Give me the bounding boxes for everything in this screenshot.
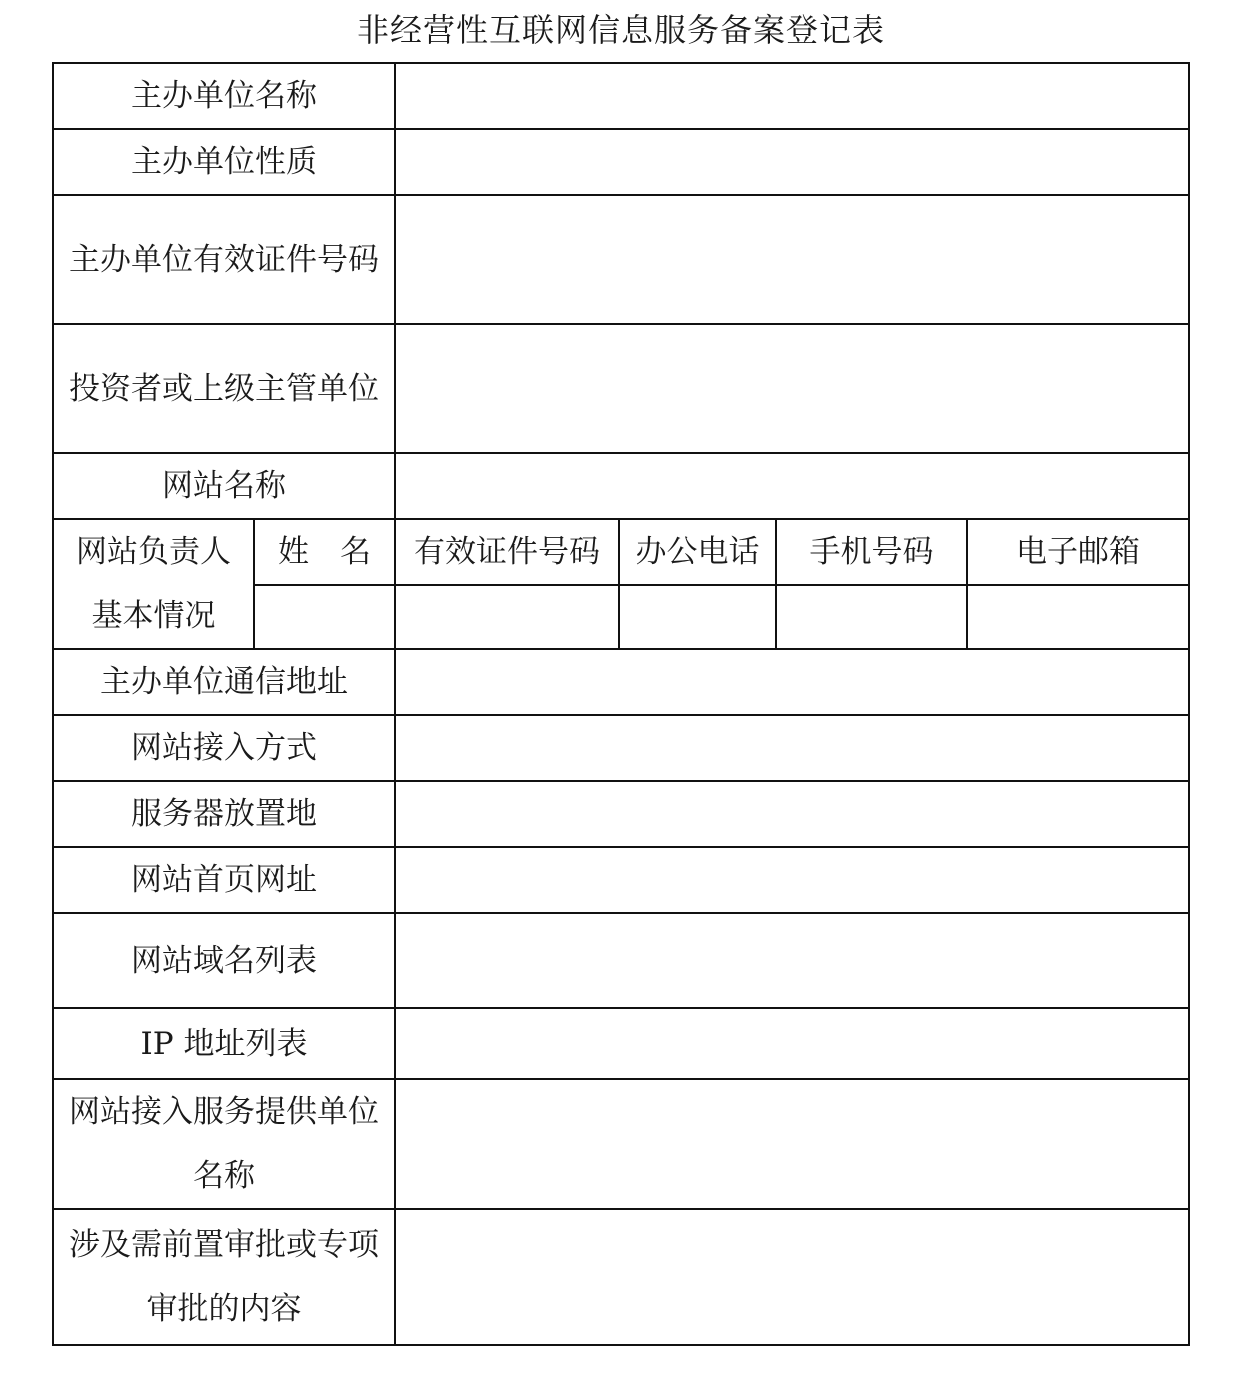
- ip-list-label: IP 地址列表: [53, 1008, 395, 1079]
- responsible-mobile-field[interactable]: [776, 585, 967, 649]
- header-id-number: 有效证件号码: [395, 519, 619, 585]
- row-domain-list: [53, 913, 1189, 1008]
- access-method-label: 网站接入方式: [53, 715, 395, 781]
- row-site-name: [53, 453, 1189, 519]
- row-access-method: [53, 715, 1189, 781]
- server-location-label: 服务器放置地: [53, 781, 395, 847]
- ip-list-field[interactable]: [395, 1008, 1189, 1079]
- header-name: 姓 名: [254, 519, 395, 585]
- homepage-url-field[interactable]: [395, 847, 1189, 913]
- pre-approval-field[interactable]: [395, 1209, 1189, 1345]
- header-office-phone: 办公电话: [619, 519, 776, 585]
- registration-form-table: [52, 62, 1190, 1346]
- sponsor-nature-field[interactable]: [395, 129, 1189, 195]
- sponsor-id-number-field[interactable]: [395, 195, 1189, 324]
- site-name-field[interactable]: [395, 453, 1189, 519]
- homepage-url-label: 网站首页网址: [53, 847, 395, 913]
- row-responsible-header: [53, 519, 1189, 585]
- responsible-id-number-field[interactable]: [395, 585, 619, 649]
- pre-approval-label: 涉及需前置审批或专项审批的内容: [53, 1209, 395, 1345]
- responsible-office-phone-field[interactable]: [619, 585, 776, 649]
- contact-address-field[interactable]: [395, 649, 1189, 715]
- access-method-field[interactable]: [395, 715, 1189, 781]
- row-sponsor-id-number: [53, 195, 1189, 324]
- domain-list-field[interactable]: [395, 913, 1189, 1008]
- header-mobile: 手机号码: [776, 519, 967, 585]
- sponsor-name-label: 主办单位名称: [53, 63, 395, 129]
- contact-address-label: 主办单位通信地址: [53, 649, 395, 715]
- investor-field[interactable]: [395, 324, 1189, 453]
- investor-label: 投资者或上级主管单位: [53, 324, 395, 453]
- server-location-field[interactable]: [395, 781, 1189, 847]
- access-provider-field[interactable]: [395, 1079, 1189, 1209]
- site-name-label: 网站名称: [53, 453, 395, 519]
- responsible-email-field[interactable]: [967, 585, 1189, 649]
- sponsor-id-number-label: 主办单位有效证件号码: [53, 195, 395, 324]
- responsible-person-label: 网站负责人基本情况: [53, 519, 254, 649]
- responsible-name-field[interactable]: [254, 585, 395, 649]
- row-sponsor-nature: [53, 129, 1189, 195]
- row-pre-approval: [53, 1209, 1189, 1345]
- row-server-location: [53, 781, 1189, 847]
- access-provider-label: 网站接入服务提供单位名称: [53, 1079, 395, 1209]
- header-email: 电子邮箱: [967, 519, 1189, 585]
- row-sponsor-name: [53, 63, 1189, 129]
- sponsor-nature-label: 主办单位性质: [53, 129, 395, 195]
- sponsor-name-field[interactable]: [395, 63, 1189, 129]
- form-title: 非经营性互联网信息服务备案登记表: [356, 11, 885, 49]
- row-access-provider: [53, 1079, 1189, 1209]
- domain-list-label: 网站域名列表: [53, 913, 395, 1008]
- row-investor: [53, 324, 1189, 453]
- row-ip-list: [53, 1008, 1189, 1079]
- row-homepage-url: [53, 847, 1189, 913]
- row-contact-address: [53, 649, 1189, 715]
